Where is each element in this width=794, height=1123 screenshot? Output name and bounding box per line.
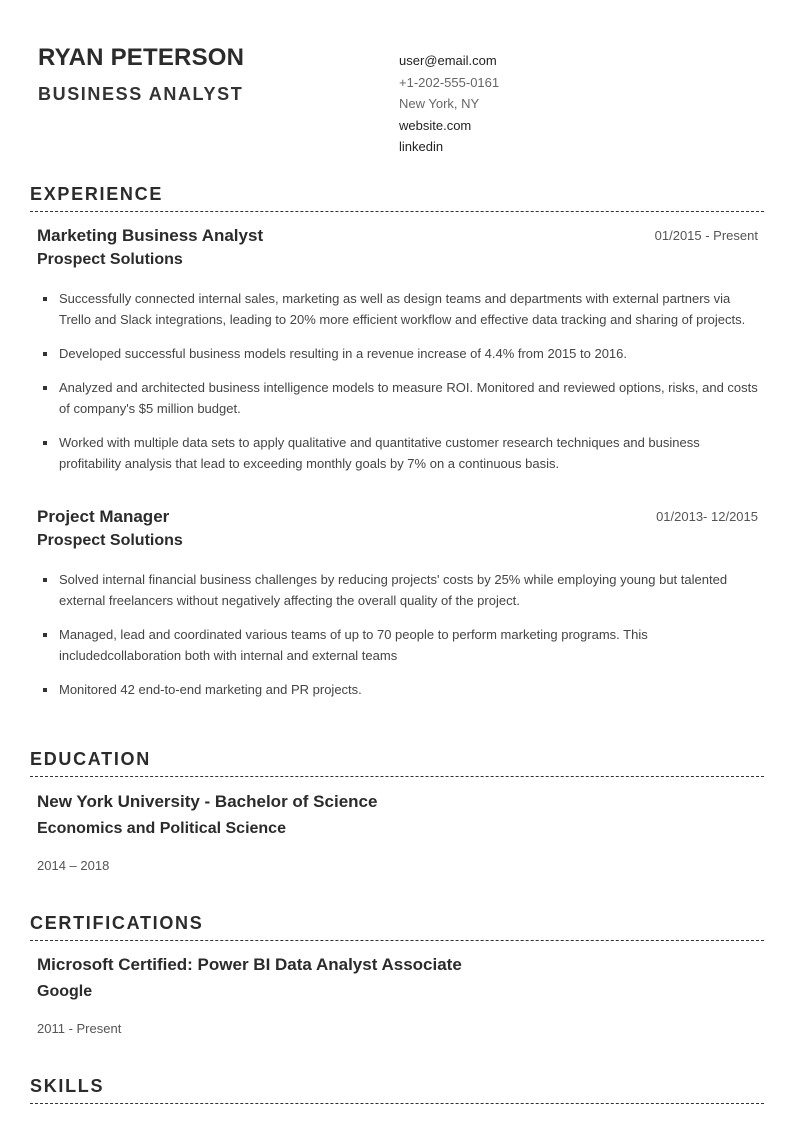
certification-issuer: Google [37,983,93,1000]
job-bullet: Analyzed and architected business intelligence models to measure ROI. Monitored and reviewed options, risks, and costs of company's $5 million budget. [37,377,761,419]
contact-website[interactable]: website.com [399,117,472,133]
candidate-title: BUSINESS ANALYST [38,84,244,104]
certifications-heading-label: CERTIFICATIONS [30,913,204,933]
contact-location: New York, NY [399,96,480,111]
job-dates: 01/2013- 12/2015 [656,509,758,524]
contact-email[interactable]: user@email.com [399,53,497,68]
job-bullet: Solved internal financial business challenges by reducing projects' costs by 25% while employing young but talented external freelancers without negatively affecting the overall quality of the project. [37,569,761,611]
certification-name: Microsoft Certified: Power BI Data Analyst Associate [37,955,462,974]
job-role: Marketing Business Analyst [37,226,264,245]
job-bullet: Developed successful business models resulting in a revenue increase of 4.4% from 2015 to 2016. [37,343,761,364]
section-divider [30,211,764,212]
job-dates: 01/2015 - Present [654,228,758,243]
certifications-section-heading [30,913,764,941]
contact-linkedin[interactable]: linkedin [399,139,444,154]
skills-heading-label: SKILLS [30,1076,105,1096]
job-bullet: Worked with multiple data sets to apply qualitative and quantitative customer research techniques and business profitability analysis that lead to exceeding monthly goals by 7% on a continuous basis. [37,432,761,474]
job-company: Prospect Solutions [37,532,183,549]
section-divider [30,1103,764,1104]
education-dates: 2014 – 2018 [37,858,110,873]
contact-phone: +1-202-555-0161 [399,74,500,90]
job-company: Prospect Solutions [37,251,183,268]
candidate-name: RYAN PETERSON [38,44,245,71]
job-bullets [37,288,761,487]
section-divider [30,776,764,777]
contact-info [399,50,499,158]
certification-dates: 2011 - Present [37,1021,122,1036]
job-role: Project Manager [37,507,170,526]
job-bullet: Successfully connected internal sales, marketing as well as design teams and departments with external partners via Trello and Slack integrations, leading to 20% more efficient workflow and effective data tracking and sharing of projects. [37,288,761,330]
job-bullet: Managed, lead and coordinated various teams of up to 70 people to perform marketing programs. This includedcollaboration both with internal and external teams [37,624,761,666]
education-section-heading [30,749,764,777]
education-heading-label: EDUCATION [30,749,151,769]
resume-header [0,0,794,170]
job-bullets [37,569,761,713]
job-bullet: Monitored 42 end-to-end marketing and PR projects. [37,679,761,700]
education-school: New York University - Bachelor of Science [37,792,378,811]
experience-heading-label: EXPERIENCE [30,184,164,204]
section-divider [30,940,764,941]
experience-section-heading [30,184,764,212]
skills-section-heading [30,1076,764,1104]
education-field: Economics and Political Science [37,820,286,837]
